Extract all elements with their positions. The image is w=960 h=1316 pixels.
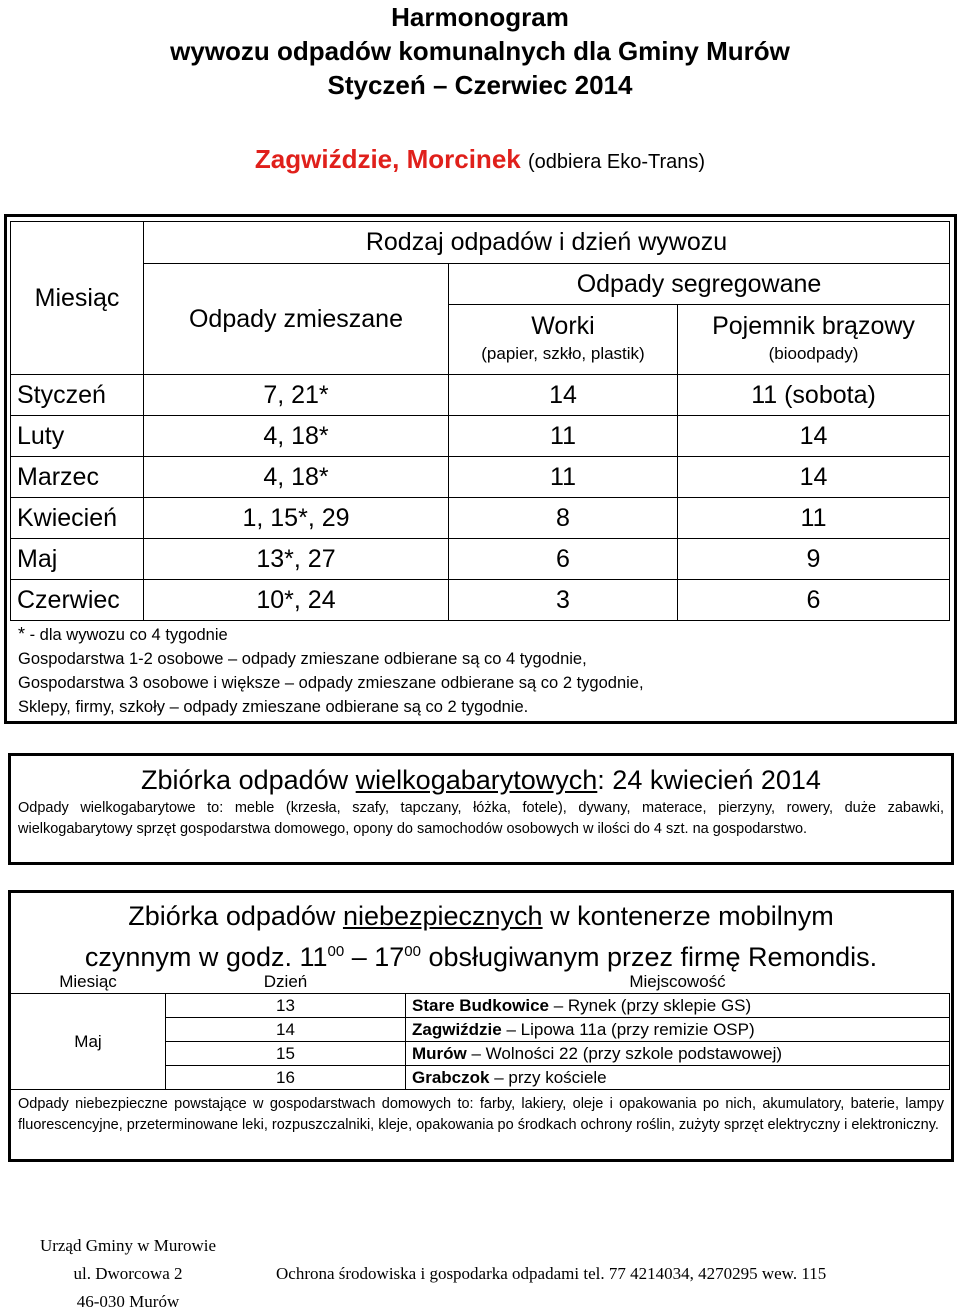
haz-location xyxy=(406,1066,950,1090)
star-mark: * xyxy=(18,624,26,644)
schedule-notes xyxy=(18,622,644,719)
haz-town: Zagwiździe xyxy=(412,1019,502,1039)
row-bags: 11 xyxy=(449,416,678,457)
haz-col-place: Miejscowość xyxy=(629,971,726,991)
row-mixed: 1, 15*, 29 xyxy=(144,498,449,539)
col-bags-header xyxy=(449,305,678,375)
table-row xyxy=(11,498,950,539)
bulky-section xyxy=(18,762,944,840)
haz-place: – Rynek (przy sklepie GS) xyxy=(549,995,752,1015)
hazardous-title-pre: Zbiórka odpadów xyxy=(128,901,343,931)
hazardous-description: Odpady niebezpieczne powstające w gospodarstwach domowych to: farby, lakiery, oleje i opakowania po nich, akumulatory, baterie, lampy fluorescencyjne, przeterminowane leki, rozpuszczalniki, kleje, opakowania po środkach ochrony roślin, zużyty sprzęt elektryczny i elektroniczny. xyxy=(18,1096,944,1133)
haz-town: Grabczok xyxy=(412,1067,490,1087)
schedule-table xyxy=(10,221,950,621)
row-mixed: 13*, 27 xyxy=(144,539,449,580)
star-note-text: - dla wywozu co 4 tygodnie xyxy=(25,626,228,644)
haz-col-day: Dzień xyxy=(263,971,308,991)
bulky-title-underlined: wielkogabarytowych xyxy=(355,765,598,795)
area-heading xyxy=(0,144,960,175)
row-month: Czerwiec xyxy=(11,580,144,621)
row-mixed: 7, 21* xyxy=(144,375,449,416)
table-row xyxy=(11,375,950,416)
row-bags: 3 xyxy=(449,580,678,621)
col-brown-note: (bioodpady) xyxy=(768,343,859,363)
row-month: Maj xyxy=(11,539,144,580)
doc-title-line1: Harmonogram xyxy=(391,2,569,32)
hazardous-title xyxy=(18,898,944,934)
col-brown-header xyxy=(678,305,950,375)
note-line-2: Gospodarstwa 3 osobowe i większe – odpady zmieszane odbierane są co 2 tygodnie, xyxy=(18,674,644,692)
hours-from: czynnym w godz. 11 xyxy=(84,942,328,972)
row-mixed: 4, 18* xyxy=(144,416,449,457)
haz-place: – Lipowa 11a (przy remizie OSP) xyxy=(501,1019,755,1039)
note-line-3: Sklepy, firmy, szkoły – odpady zmieszane odbierane są co 2 tygodnie. xyxy=(18,698,529,716)
row-brown: 14 xyxy=(678,457,950,498)
footer-office: Urząd Gminy w Murowie xyxy=(39,1236,217,1255)
hours-from-minutes: 00 xyxy=(327,943,345,960)
star-note xyxy=(18,622,644,647)
hazardous-table xyxy=(10,970,950,1090)
col-month-header: Miesiąc xyxy=(11,222,144,375)
area-collector: (odbiera Eko-Trans) xyxy=(527,151,706,173)
row-brown: 9 xyxy=(678,539,950,580)
row-month: Styczeń xyxy=(11,375,144,416)
haz-col-month: Miesiąc xyxy=(59,971,117,991)
row-month: Marzec xyxy=(11,457,144,498)
row-brown: 6 xyxy=(678,580,950,621)
note-line-1: Gospodarstwa 1-2 osobowe – odpady zmieszane odbierane są co 4 tygodnie, xyxy=(18,650,587,668)
footer-address xyxy=(28,1232,228,1316)
row-bags: 8 xyxy=(449,498,678,539)
row-mixed: 10*, 24 xyxy=(144,580,449,621)
table-row xyxy=(11,416,950,457)
area-name: Zagwiździe, Morcinek xyxy=(254,144,521,174)
row-bags: 6 xyxy=(449,539,678,580)
haz-day: 16 xyxy=(166,1066,406,1090)
haz-location xyxy=(406,1018,950,1042)
row-bags: 14 xyxy=(449,375,678,416)
row-bags: 11 xyxy=(449,457,678,498)
col-segregated-header: Odpady segregowane xyxy=(449,264,950,305)
haz-place: – przy kościele xyxy=(489,1067,607,1087)
haz-town: Stare Budkowice xyxy=(412,995,549,1015)
bulky-title-date: : 24 kwiecień 2014 xyxy=(597,765,821,795)
hazardous-title-underlined: niebezpiecznych xyxy=(342,901,543,931)
bulky-title-pre: Zbiórka odpadów xyxy=(141,765,356,795)
footer-contact: Ochrona środowiska i gospodarka odpadami tel. 77 4214034, 4270295 wew. 115 xyxy=(276,1264,827,1283)
row-brown: 11 (sobota) xyxy=(678,375,950,416)
col-group-header: Rodzaj odpadów i dzień wywozu xyxy=(144,222,950,264)
row-mixed: 4, 18* xyxy=(144,457,449,498)
col-mixed-header: Odpady zmieszane xyxy=(144,264,449,375)
doc-title-line2: wywozu odpadów komunalnych dla Gminy Murów xyxy=(170,36,790,66)
table-row xyxy=(11,457,950,498)
col-brown-label: Pojemnik brązowy xyxy=(712,311,915,340)
table-row xyxy=(11,539,950,580)
bulky-title xyxy=(18,762,944,798)
hazardous-title-post: w kontenerze mobilnym xyxy=(542,901,834,931)
row-month: Luty xyxy=(11,416,144,457)
table-row xyxy=(11,580,950,621)
row-month: Kwiecień xyxy=(11,498,144,539)
hours-to: – 17 xyxy=(344,942,405,972)
col-bags-note: (papier, szkło, plastik) xyxy=(481,343,645,363)
haz-place: – Wolności 22 (przy szkole podstawowej) xyxy=(466,1043,783,1063)
row-brown: 14 xyxy=(678,416,950,457)
hazardous-header-row xyxy=(11,970,950,994)
bulky-description: Odpady wielkogabarytowe to: meble (krzesła, szafy, tapczany, łóżka, fotele), dywany, materace, pierzyny, rowery, duże zabawki, wielkogabarytowy sprzęt gospodarstwa domowego, opony do samochodów osobowych w ilości do 4 szt. na gospodarstwo. xyxy=(18,800,944,837)
table-row xyxy=(11,994,950,1018)
hours-operator: obsługiwanym przez firmę Remondis. xyxy=(420,942,878,972)
doc-title-line3: Styczeń – Czerwiec 2014 xyxy=(327,70,633,100)
hazardous-section xyxy=(18,898,944,975)
haz-day: 15 xyxy=(166,1042,406,1066)
haz-town: Murów xyxy=(412,1043,467,1063)
haz-location xyxy=(406,994,950,1018)
haz-day: 14 xyxy=(166,1018,406,1042)
haz-month: Maj xyxy=(11,994,166,1090)
footer-street: ul. Dworcowa 2 xyxy=(73,1264,183,1283)
haz-day: 13 xyxy=(166,994,406,1018)
haz-location xyxy=(406,1042,950,1066)
hazardous-hours xyxy=(18,934,944,975)
hours-to-minutes: 00 xyxy=(404,943,421,960)
footer-postcode: 46-030 Murów xyxy=(76,1292,180,1311)
row-brown: 11 xyxy=(678,498,950,539)
col-bags-label: Worki xyxy=(531,311,595,340)
